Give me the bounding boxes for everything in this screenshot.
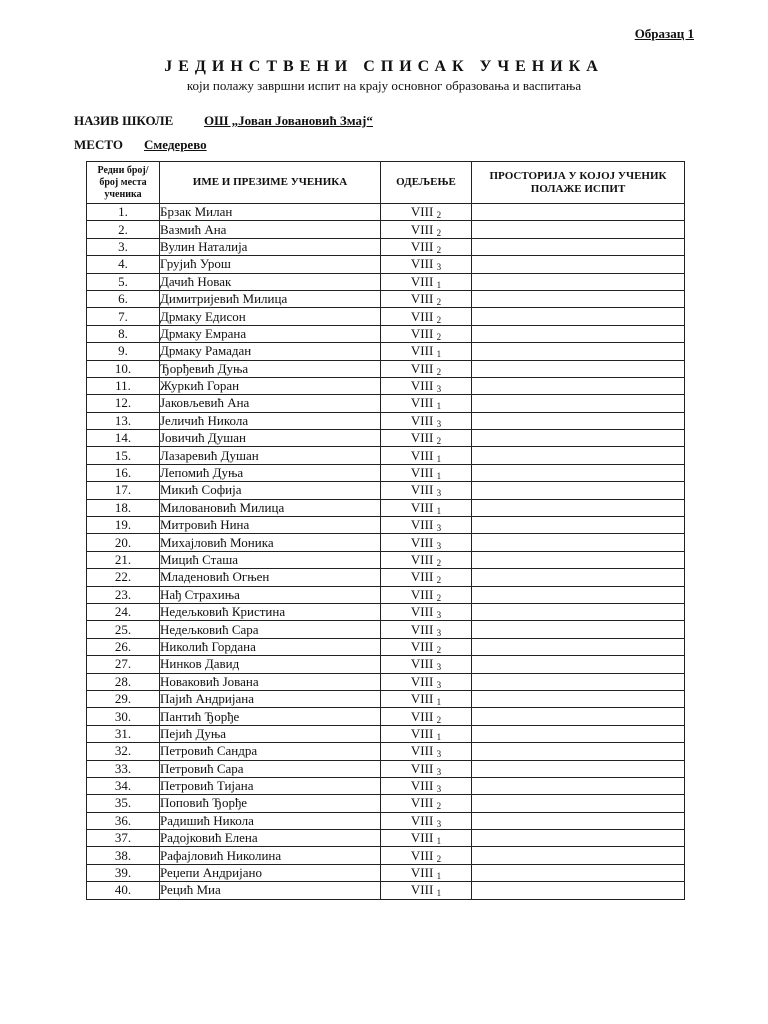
exam-room-cell — [472, 517, 685, 534]
exam-room-cell — [472, 638, 685, 655]
row-number: 36. — [87, 812, 160, 829]
student-class — [381, 499, 472, 516]
class-grade: VIII — [410, 221, 434, 237]
row-number: 13. — [87, 412, 160, 429]
class-grade: VIII — [410, 499, 434, 515]
class-grade: VIII — [410, 517, 434, 533]
exam-room-cell — [472, 725, 685, 742]
row-number: 4. — [87, 256, 160, 273]
student-name: Лазаревић Душан — [160, 447, 381, 464]
class-grade: VIII — [410, 656, 434, 672]
row-number: 33. — [87, 760, 160, 777]
row-number: 28. — [87, 673, 160, 690]
table-row — [87, 777, 685, 794]
student-name: Петровић Тијана — [160, 777, 381, 794]
student-class — [381, 395, 472, 412]
class-section: 2 — [436, 314, 442, 325]
class-section: 2 — [436, 644, 442, 655]
table-header-row — [87, 162, 685, 204]
student-name: Рецић Миа — [160, 882, 381, 899]
exam-room-cell — [472, 221, 685, 238]
class-section: 2 — [436, 801, 442, 812]
table-row — [87, 204, 685, 221]
class-section: 2 — [436, 297, 442, 308]
student-name: Поповић Ђорђе — [160, 795, 381, 812]
exam-room-cell — [472, 360, 685, 377]
student-name: Пајић Андријана — [160, 690, 381, 707]
student-class — [381, 569, 472, 586]
table-row — [87, 760, 685, 777]
student-name: Пејић Дуња — [160, 725, 381, 742]
class-grade: VIII — [410, 412, 434, 428]
student-class — [381, 447, 472, 464]
table-row — [87, 412, 685, 429]
exam-room-cell — [472, 777, 685, 794]
student-class — [381, 690, 472, 707]
school-name: ОШ „Јован Јовановић Змај“ — [204, 113, 373, 128]
student-class — [381, 586, 472, 603]
student-table — [86, 161, 685, 900]
table-row — [87, 551, 685, 568]
exam-room-cell — [472, 656, 685, 673]
document-subtitle: који полажу завршни испит на крају основног образовања и васпитања — [186, 78, 582, 93]
exam-room-cell — [472, 569, 685, 586]
row-number: 23. — [87, 586, 160, 603]
class-section: 1 — [436, 505, 442, 516]
table-body — [87, 204, 685, 900]
table-row — [87, 864, 685, 881]
student-name: Јовичић Душан — [160, 430, 381, 447]
row-number: 1. — [87, 204, 160, 221]
student-name: Вазмић Ана — [160, 221, 381, 238]
student-name: Дрмаку Емрана — [160, 325, 381, 342]
class-grade: VIII — [410, 604, 434, 620]
table-row — [87, 343, 685, 360]
class-section: 2 — [436, 244, 442, 255]
exam-room-cell — [472, 621, 685, 638]
student-name: Брзак Милан — [160, 204, 381, 221]
row-number: 22. — [87, 569, 160, 586]
table-row — [87, 534, 685, 551]
class-grade: VIII — [410, 847, 434, 863]
student-name: Петровић Сара — [160, 760, 381, 777]
student-class — [381, 534, 472, 551]
student-class — [381, 621, 472, 638]
student-class — [381, 204, 472, 221]
exam-room-cell — [472, 743, 685, 760]
table-row — [87, 673, 685, 690]
student-class — [381, 847, 472, 864]
student-class — [381, 656, 472, 673]
student-name: Нинков Давид — [160, 656, 381, 673]
row-number: 29. — [87, 690, 160, 707]
class-section: 3 — [436, 384, 442, 395]
student-class — [381, 273, 472, 290]
student-name: Микић Софија — [160, 482, 381, 499]
class-grade: VIII — [410, 691, 434, 707]
header-name: ИМЕ И ПРЕЗИМЕ УЧЕНИКА — [160, 162, 381, 204]
student-name: Новаковић Јована — [160, 673, 381, 690]
table-row — [87, 325, 685, 342]
class-grade: VIII — [410, 291, 434, 307]
class-grade: VIII — [410, 778, 434, 794]
student-name: Дрмаку Едисон — [160, 308, 381, 325]
class-section: 1 — [436, 453, 442, 464]
row-number: 10. — [87, 360, 160, 377]
class-grade: VIII — [410, 552, 434, 567]
header-room: ПРОСТОРИЈА У КОЈОЈ УЧЕНИК ПОЛАЖЕ ИСПИТ — [472, 162, 685, 204]
student-class — [381, 708, 472, 725]
student-class — [381, 673, 472, 690]
exam-room-cell — [472, 690, 685, 707]
exam-room-cell — [472, 464, 685, 481]
exam-room-cell — [472, 308, 685, 325]
student-name: Лепомић Дуња — [160, 464, 381, 481]
class-section: 2 — [436, 210, 442, 221]
exam-room-cell — [472, 377, 685, 394]
class-grade: VIII — [410, 204, 434, 220]
class-section: 1 — [436, 471, 442, 482]
class-section: 1 — [436, 731, 442, 742]
student-name: Пантић Ђорђе — [160, 708, 381, 725]
class-grade: VIII — [410, 725, 434, 741]
exam-room-cell — [472, 447, 685, 464]
form-number: Образац 1 — [634, 26, 694, 41]
exam-room-cell — [472, 204, 685, 221]
student-class — [381, 725, 472, 742]
exam-room-cell — [472, 830, 685, 847]
row-number: 3. — [87, 238, 160, 255]
class-grade: VIII — [410, 430, 434, 446]
table-row — [87, 499, 685, 516]
class-section: 2 — [436, 436, 442, 447]
class-grade: VIII — [410, 308, 434, 324]
class-grade: VIII — [410, 638, 434, 654]
student-name: Јаковљевић Ана — [160, 395, 381, 412]
student-class — [381, 308, 472, 325]
exam-room-cell — [472, 760, 685, 777]
exam-room-cell — [472, 256, 685, 273]
table-row — [87, 256, 685, 273]
class-grade: VIII — [410, 325, 434, 341]
table-row — [87, 360, 685, 377]
exam-room-cell — [472, 482, 685, 499]
row-number: 2. — [87, 221, 160, 238]
table-row — [87, 290, 685, 307]
student-name: Дачић Новак — [160, 273, 381, 290]
class-section: 1 — [436, 871, 442, 882]
student-class — [381, 221, 472, 238]
student-name: Нађ Страхиња — [160, 586, 381, 603]
exam-room-cell — [472, 499, 685, 516]
class-section: 1 — [436, 697, 442, 708]
student-class — [381, 882, 472, 899]
exam-room-cell — [472, 795, 685, 812]
exam-room-cell — [472, 273, 685, 290]
student-class — [381, 464, 472, 481]
table-row — [87, 308, 685, 325]
row-number: 18. — [87, 499, 160, 516]
student-name: Недељковић Кристина — [160, 603, 381, 620]
exam-room-cell — [472, 812, 685, 829]
exam-room-cell — [472, 412, 685, 429]
class-section: 3 — [436, 540, 442, 551]
table-row — [87, 273, 685, 290]
class-grade: VIII — [410, 238, 434, 254]
student-class — [381, 812, 472, 829]
student-name: Реџепи Андријано — [160, 864, 381, 881]
student-name: Михајловић Моника — [160, 534, 381, 551]
class-grade: VIII — [410, 465, 434, 481]
student-name: Дрмаку Рамадан — [160, 343, 381, 360]
row-number: 9. — [87, 343, 160, 360]
class-section: 2 — [436, 592, 442, 603]
student-class — [381, 777, 472, 794]
student-class — [381, 430, 472, 447]
student-class — [381, 638, 472, 655]
row-number: 21. — [87, 551, 160, 568]
row-number: 16. — [87, 464, 160, 481]
row-number: 14. — [87, 430, 160, 447]
exam-room-cell — [472, 864, 685, 881]
class-section: 1 — [436, 349, 442, 360]
class-section: 2 — [436, 853, 442, 864]
row-number: 25. — [87, 621, 160, 638]
exam-room-cell — [472, 551, 685, 568]
table-row — [87, 464, 685, 481]
table-row — [87, 638, 685, 655]
table-row — [87, 830, 685, 847]
student-name: Ђорђевић Дуња — [160, 360, 381, 377]
class-grade: VIII — [410, 273, 434, 289]
exam-room-cell — [472, 847, 685, 864]
class-grade: VIII — [410, 760, 434, 776]
row-number: 34. — [87, 777, 160, 794]
row-number: 24. — [87, 603, 160, 620]
student-class — [381, 290, 472, 307]
exam-room-cell — [472, 238, 685, 255]
row-number: 32. — [87, 743, 160, 760]
table-row — [87, 621, 685, 638]
row-number: 17. — [87, 482, 160, 499]
table-row — [87, 847, 685, 864]
row-number: 11. — [87, 377, 160, 394]
class-section: 3 — [436, 627, 442, 638]
table-row — [87, 238, 685, 255]
class-section: 3 — [436, 523, 442, 534]
student-name: Рафајловић Николина — [160, 847, 381, 864]
row-number: 38. — [87, 847, 160, 864]
class-section: 3 — [436, 749, 442, 760]
exam-room-cell — [472, 673, 685, 690]
class-grade: VIII — [410, 447, 434, 463]
row-number: 27. — [87, 656, 160, 673]
student-name: Мицић Сташа — [160, 551, 381, 568]
class-section: 3 — [436, 610, 442, 621]
header-class: ОДЕЉЕЊЕ — [381, 162, 472, 204]
student-class — [381, 360, 472, 377]
student-class — [381, 830, 472, 847]
class-grade: VIII — [410, 830, 434, 846]
class-section: 2 — [436, 366, 442, 377]
school-label: НАЗИВ ШКОЛЕ — [74, 113, 174, 128]
class-section: 3 — [436, 262, 442, 273]
class-section: 3 — [436, 662, 442, 673]
class-grade: VIII — [410, 256, 434, 272]
class-section: 3 — [436, 679, 442, 690]
table-row — [87, 812, 685, 829]
student-name: Грујић Урош — [160, 256, 381, 273]
table-row — [87, 395, 685, 412]
exam-room-cell — [472, 325, 685, 342]
student-class — [381, 325, 472, 342]
row-number: 40. — [87, 882, 160, 899]
row-number: 5. — [87, 273, 160, 290]
table-row — [87, 377, 685, 394]
class-grade: VIII — [410, 586, 434, 602]
school-row — [74, 113, 373, 129]
table-row — [87, 656, 685, 673]
table-row — [87, 447, 685, 464]
class-section: 2 — [436, 558, 442, 568]
table-row — [87, 430, 685, 447]
class-section: 1 — [436, 836, 442, 847]
table-row — [87, 569, 685, 586]
class-grade: VIII — [410, 882, 434, 898]
place-name: Смедерево — [144, 137, 207, 152]
table-row — [87, 743, 685, 760]
class-grade: VIII — [410, 360, 434, 376]
class-grade: VIII — [410, 482, 434, 498]
document-title: ЈЕДИНСТВЕНИ СПИСАК УЧЕНИКА — [164, 58, 604, 75]
table-row — [87, 603, 685, 620]
student-class — [381, 603, 472, 620]
table-row — [87, 586, 685, 603]
student-name: Митровић Нина — [160, 517, 381, 534]
student-class — [381, 256, 472, 273]
student-name: Вулин Наталија — [160, 238, 381, 255]
class-grade: VIII — [410, 534, 434, 550]
exam-room-cell — [472, 603, 685, 620]
row-number: 19. — [87, 517, 160, 534]
class-grade: VIII — [410, 395, 434, 411]
class-grade: VIII — [410, 378, 434, 394]
row-number: 39. — [87, 864, 160, 881]
row-number: 35. — [87, 795, 160, 812]
class-grade: VIII — [410, 621, 434, 637]
row-number: 6. — [87, 290, 160, 307]
student-class — [381, 412, 472, 429]
row-number: 30. — [87, 708, 160, 725]
class-grade: VIII — [410, 743, 434, 759]
class-section: 3 — [436, 766, 442, 777]
row-number: 37. — [87, 830, 160, 847]
exam-room-cell — [472, 586, 685, 603]
class-section: 2 — [436, 714, 442, 725]
student-name: Петровић Сандра — [160, 743, 381, 760]
student-class — [381, 760, 472, 777]
class-grade: VIII — [410, 343, 434, 359]
student-class — [381, 238, 472, 255]
class-section: 3 — [436, 784, 442, 795]
student-name: Журкић Горан — [160, 377, 381, 394]
exam-room-cell — [472, 290, 685, 307]
student-class — [381, 377, 472, 394]
student-name: Недељковић Сара — [160, 621, 381, 638]
class-section: 3 — [436, 418, 442, 429]
student-class — [381, 743, 472, 760]
row-number: 26. — [87, 638, 160, 655]
student-name: Николић Гордана — [160, 638, 381, 655]
row-number: 15. — [87, 447, 160, 464]
row-number: 31. — [87, 725, 160, 742]
row-number: 7. — [87, 308, 160, 325]
class-section: 2 — [436, 227, 442, 238]
table-row — [87, 482, 685, 499]
student-class — [381, 795, 472, 812]
class-grade: VIII — [410, 708, 434, 724]
table-row — [87, 221, 685, 238]
student-name: Радојковић Елена — [160, 830, 381, 847]
table-row — [87, 882, 685, 899]
student-class — [381, 517, 472, 534]
row-number: 12. — [87, 395, 160, 412]
class-section: 1 — [436, 401, 442, 412]
student-class — [381, 343, 472, 360]
place-row — [74, 137, 207, 153]
class-grade: VIII — [410, 569, 434, 585]
row-number: 8. — [87, 325, 160, 342]
class-grade: VIII — [410, 795, 434, 811]
class-section: 2 — [436, 575, 442, 586]
exam-room-cell — [472, 534, 685, 551]
place-label: МЕСТО — [74, 137, 123, 152]
student-name: Младеновић Огњен — [160, 569, 381, 586]
table-row — [87, 725, 685, 742]
exam-room-cell — [472, 882, 685, 899]
table-row — [87, 795, 685, 812]
student-class — [381, 551, 472, 568]
student-name: Јеличић Никола — [160, 412, 381, 429]
exam-room-cell — [472, 395, 685, 412]
exam-room-cell — [472, 708, 685, 725]
student-name: Радишић Никола — [160, 812, 381, 829]
row-number: 20. — [87, 534, 160, 551]
table-row — [87, 708, 685, 725]
table-row — [87, 517, 685, 534]
class-grade: VIII — [410, 812, 434, 828]
header-number: Редни број/ број места ученика — [87, 162, 160, 204]
class-section: 3 — [436, 488, 442, 499]
class-grade: VIII — [410, 865, 434, 881]
class-section: 1 — [436, 888, 442, 899]
class-section: 3 — [436, 818, 442, 829]
class-section: 1 — [436, 279, 442, 290]
student-class — [381, 482, 472, 499]
student-class — [381, 864, 472, 881]
class-grade: VIII — [410, 673, 434, 689]
exam-room-cell — [472, 343, 685, 360]
student-name: Миловановић Милица — [160, 499, 381, 516]
student-name: Димитријевић Милица — [160, 290, 381, 307]
table-row — [87, 690, 685, 707]
class-section: 2 — [436, 331, 442, 342]
exam-room-cell — [472, 430, 685, 447]
